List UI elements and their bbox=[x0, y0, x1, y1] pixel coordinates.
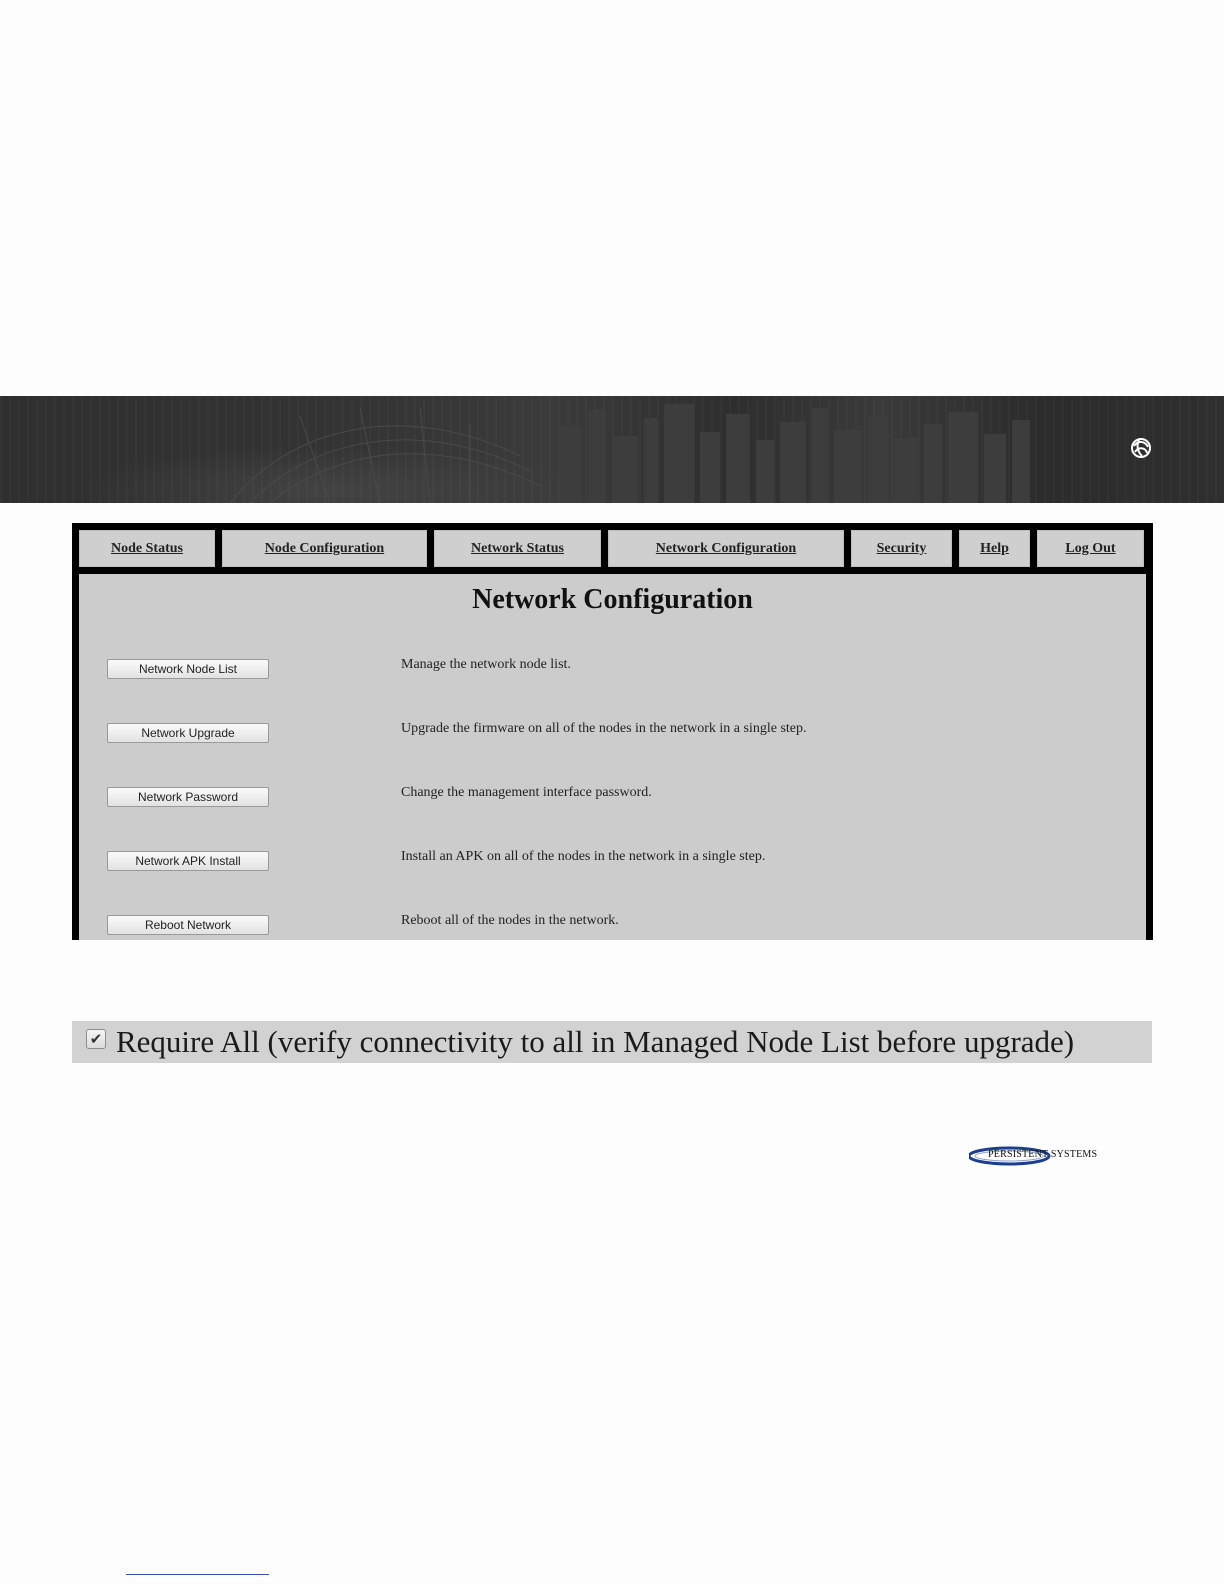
checkmark-icon: ✔ bbox=[89, 1030, 103, 1048]
reboot-network-button[interactable]: Reboot Network bbox=[107, 915, 269, 935]
network-configuration-panel bbox=[79, 574, 1146, 940]
persistent-systems-emblem-icon bbox=[1130, 437, 1152, 459]
network-node-list-button[interactable]: Network Node List bbox=[107, 659, 269, 679]
require-all-option bbox=[72, 1021, 1152, 1063]
network-upgrade-description: Upgrade the firmware on all of the nodes in the network in a single step. bbox=[401, 721, 807, 736]
persistent-systems-wordmark: PERSISTENT SYSTEMS bbox=[988, 1149, 1098, 1160]
page-title: Network Configuration bbox=[472, 584, 753, 615]
top-navigation bbox=[79, 530, 1146, 567]
tab-security[interactable]: Security bbox=[851, 530, 952, 567]
tab-help[interactable]: Help bbox=[959, 530, 1030, 567]
network-apk-install-description: Install an APK on all of the nodes in the network in a single step. bbox=[401, 849, 766, 864]
skyline-background bbox=[0, 396, 1224, 503]
header-banner bbox=[0, 396, 1224, 503]
require-all-label: Require All (verify connectivity to all in Managed Node List before upgrade) bbox=[116, 1024, 1075, 1059]
tab-network-status[interactable]: Network Status bbox=[434, 530, 601, 567]
network-node-list-description: Manage the network node list. bbox=[401, 657, 571, 672]
network-upgrade-button[interactable]: Network Upgrade bbox=[107, 723, 269, 743]
footnote-divider bbox=[126, 1574, 269, 1575]
network-password-description: Change the management interface password. bbox=[401, 785, 652, 800]
require-all-checkbox[interactable] bbox=[86, 1029, 106, 1049]
network-apk-install-button[interactable]: Network APK Install bbox=[107, 851, 269, 871]
tab-log-out[interactable]: Log Out bbox=[1037, 530, 1144, 567]
reboot-network-description: Reboot all of the nodes in the network. bbox=[401, 913, 619, 928]
network-configuration-screenshot bbox=[72, 523, 1153, 940]
tab-network-configuration[interactable]: Network Configuration bbox=[608, 530, 844, 567]
network-password-button[interactable]: Network Password bbox=[107, 787, 269, 807]
tab-node-configuration[interactable]: Node Configuration bbox=[222, 530, 427, 567]
tab-node-status[interactable]: Node Status bbox=[79, 530, 215, 567]
